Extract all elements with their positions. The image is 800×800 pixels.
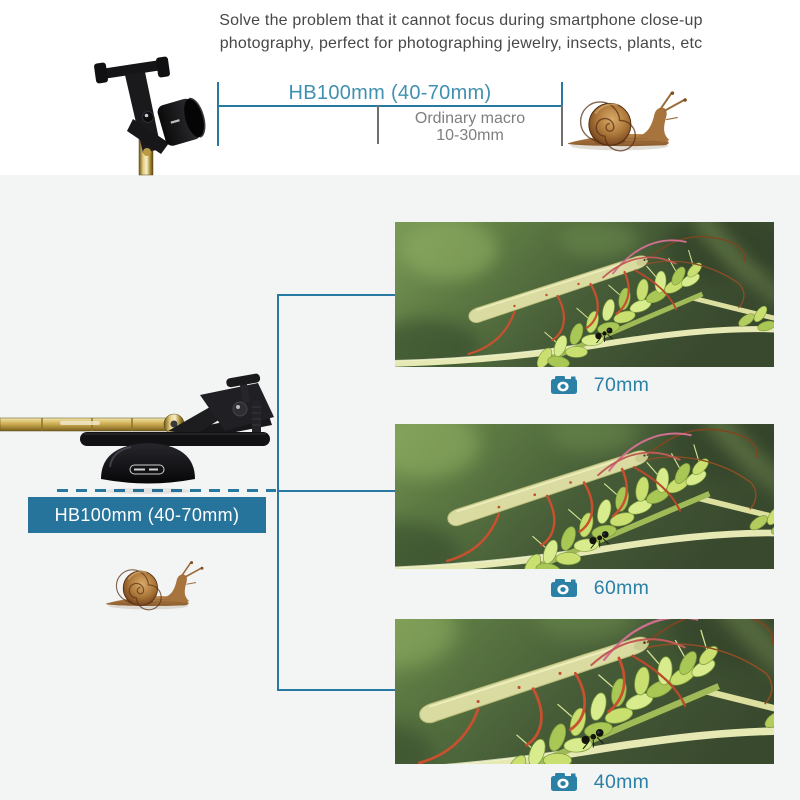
- caption-60mm: [410, 576, 789, 600]
- sample-photo-70mm: [395, 222, 774, 367]
- range-bar: [217, 105, 563, 107]
- ordinary-macro-label: [390, 110, 550, 144]
- ordinary-macro-line-1: Ordinary macro: [414, 110, 526, 127]
- sample-photo-40mm: [395, 619, 774, 764]
- product-name-badge: HB100mm (40-70mm): [28, 497, 266, 533]
- caption-70mm: [410, 373, 789, 397]
- caption-40mm: [410, 770, 789, 794]
- connector-top: [277, 294, 396, 296]
- camera-icon: [550, 375, 578, 395]
- intro-line-1: Solve the problem that it cannot focus during smartphone close-up: [219, 12, 703, 29]
- range-tick-left: [217, 82, 219, 146]
- snail-photo-top: [563, 90, 690, 151]
- macro-lens-product-photo: [0, 373, 292, 495]
- intro-text: [121, 9, 800, 55]
- focal-length-label: 40mm: [593, 770, 650, 793]
- ordinary-tick-left: [377, 105, 379, 144]
- ordinary-macro-line-2: 10-30mm: [436, 127, 504, 144]
- intro-line-2: photography, perfect for photographing jewelry, insects, plants, etc: [219, 35, 703, 52]
- camera-icon: [550, 772, 578, 792]
- focal-length-label: 70mm: [593, 373, 650, 396]
- connector-middle: [277, 490, 396, 492]
- product-range-label: HB100mm (40-70mm): [288, 82, 492, 104]
- sample-photo-60mm: [395, 424, 774, 569]
- connector-bottom: [277, 689, 396, 691]
- snail-photo-middle: [102, 560, 206, 610]
- camera-icon: [550, 578, 578, 598]
- clip-lens-product-photo: [75, 57, 215, 175]
- focal-length-label: 60mm: [593, 576, 650, 599]
